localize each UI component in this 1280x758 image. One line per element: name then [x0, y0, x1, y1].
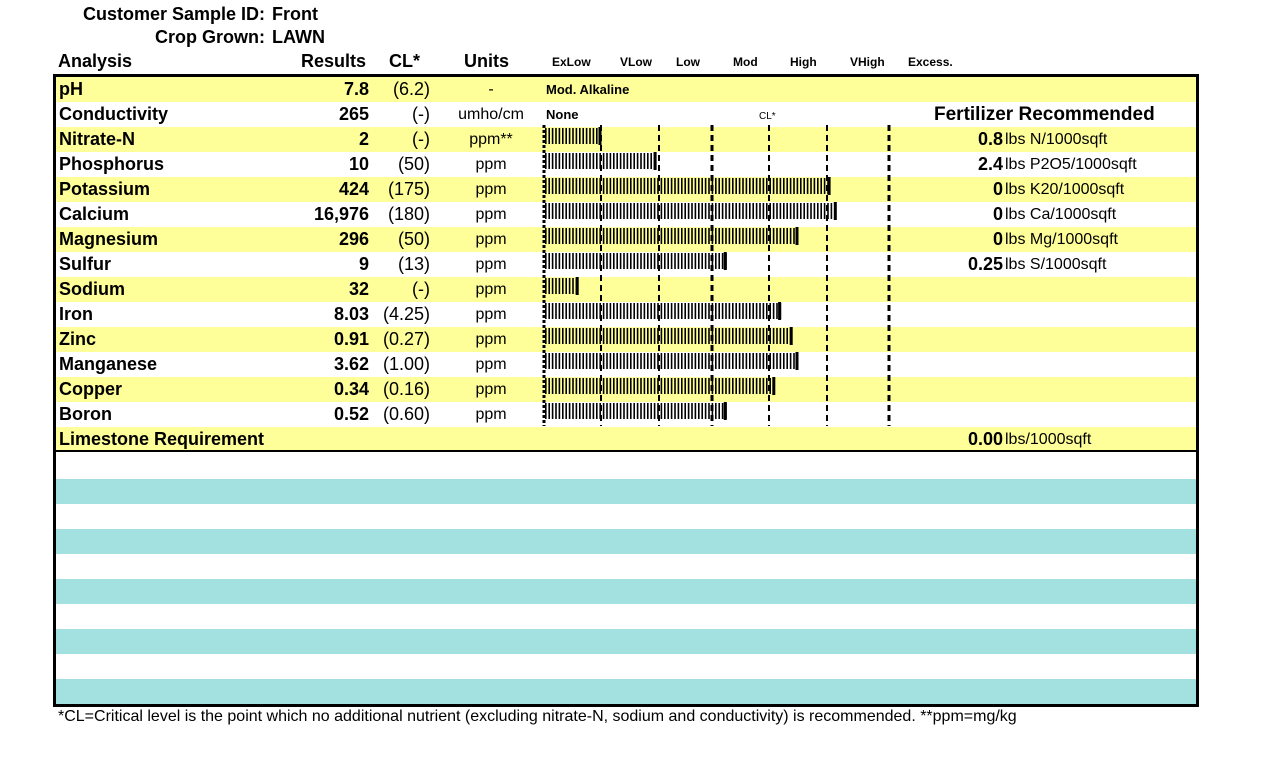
row-result: 296 [338, 229, 369, 249]
fertilizer-amount: 0 [992, 229, 1003, 249]
row-critical-level: (0.27) [382, 329, 430, 349]
row-unit: ppm [475, 306, 507, 323]
nutrient-row-boron [56, 402, 1196, 427]
limestone-amount: 0.00 [967, 429, 1003, 449]
row-unit: ppm** [469, 131, 513, 148]
blank-row-shaded [56, 679, 1196, 704]
nutrient-row-copper [56, 377, 1196, 402]
row-name: Nitrate-N [59, 129, 136, 149]
row-critical-level: (-) [412, 104, 430, 124]
row-name: Copper [59, 379, 122, 399]
row-name: Magnesium [59, 229, 159, 249]
blank-row [56, 454, 1196, 479]
row-unit: ppm [475, 181, 507, 198]
row-result: 0.52 [333, 404, 369, 424]
row-result: 10 [348, 154, 369, 174]
row-unit: ppm [475, 356, 507, 373]
row-critical-level: (4.25) [382, 304, 430, 324]
sample-id-label: Customer Sample ID: [82, 4, 265, 24]
nutrient-row-potassium [56, 177, 1196, 202]
footnote: *CL=Critical level is the point which no additional nutrient (excluding nitrate-N, sodium and conductivity) is recommended. **ppm=mg/kg [58, 708, 1017, 725]
fertilizer-unit: lbs Mg/1000sqft [1005, 231, 1118, 248]
nutrient-row-calcium [56, 202, 1196, 227]
row-critical-level: (-) [412, 279, 430, 299]
ph-row [56, 77, 1196, 102]
row-name: Zinc [59, 329, 97, 349]
fertilizer-amount: 0 [992, 204, 1003, 224]
row-critical-level: (6.2) [392, 79, 430, 99]
fertilizer-amount: 0.25 [967, 254, 1003, 274]
row-unit: ppm [475, 156, 507, 173]
row-result: 0.34 [333, 379, 369, 399]
row-critical-level: (50) [397, 154, 430, 174]
limestone-label: Limestone Requirement [59, 429, 265, 449]
crop-grown-value: LAWN [272, 27, 325, 47]
level-header-vlow: VLow [620, 55, 652, 69]
fertilizer-unit: lbs Ca/1000sqft [1005, 206, 1117, 223]
row-critical-level: (0.16) [382, 379, 430, 399]
column-header-results: Results [300, 51, 366, 71]
blank-row [56, 554, 1196, 579]
row-critical-level: (1.00) [382, 354, 430, 374]
fertilizer-unit: lbs N/1000sqft [1005, 131, 1108, 148]
row-name: Iron [59, 304, 93, 324]
ph-description: Mod. Alkaline [546, 82, 630, 97]
blank-row-shaded [56, 529, 1196, 554]
soil-analysis-table [53, 74, 1199, 707]
blank-row-shaded [56, 579, 1196, 604]
row-unit: ppm [475, 406, 507, 423]
row-critical-level: (180) [387, 204, 430, 224]
row-name: Boron [59, 404, 112, 424]
row-unit: ppm [475, 206, 507, 223]
row-result: 3.62 [333, 354, 369, 374]
level-header-excess: Excess. [908, 55, 953, 69]
level-header-low: Low [676, 55, 700, 69]
nutrient-row-sulfur [56, 252, 1196, 277]
fertilizer-amount: 0.8 [977, 129, 1003, 149]
row-name: pH [59, 79, 83, 99]
row-unit: ppm [475, 256, 507, 273]
fertilizer-amount: 0 [992, 179, 1003, 199]
row-result: 0.91 [333, 329, 369, 349]
conductivity-row [56, 102, 1196, 127]
row-unit: umho/cm [458, 106, 524, 123]
column-header-cl: CL* [389, 51, 420, 71]
row-result: 9 [358, 254, 369, 274]
row-unit: ppm [475, 331, 507, 348]
blank-row-shaded [56, 629, 1196, 654]
row-name: Phosphorus [59, 154, 165, 174]
row-result: 32 [348, 279, 369, 299]
row-result: 8.03 [333, 304, 369, 324]
row-name: Manganese [59, 354, 158, 374]
column-header-analysis: Analysis [58, 51, 133, 71]
level-header-exlow: ExLow [552, 55, 591, 69]
row-name: Potassium [59, 179, 151, 199]
nutrient-row-sodium [56, 277, 1196, 302]
row-unit: ppm [475, 381, 507, 398]
limestone-row [56, 427, 1196, 452]
nutrient-row-magnesium [56, 227, 1196, 252]
row-result: 265 [338, 104, 369, 124]
row-result: 2 [358, 129, 369, 149]
column-header-units: Units [464, 51, 509, 71]
blank-row [56, 504, 1196, 529]
row-unit: ppm [475, 231, 507, 248]
fertilizer-recommended-heading: Fertilizer Recommended [934, 104, 1155, 125]
nutrient-row-iron [56, 302, 1196, 327]
blank-row-shaded [56, 479, 1196, 504]
row-unit: ppm [475, 281, 507, 298]
fertilizer-amount: 2.4 [977, 154, 1003, 174]
row-critical-level: (175) [387, 179, 430, 199]
limestone-divider [56, 450, 1196, 452]
row-result: 16,976 [313, 204, 369, 224]
blank-row [56, 604, 1196, 629]
row-critical-level: (50) [397, 229, 430, 249]
row-critical-level: (13) [397, 254, 430, 274]
row-name: Sulfur [59, 254, 111, 274]
row-name: Sodium [59, 279, 125, 299]
row-name: Conductivity [59, 104, 169, 124]
critical-level-marker: CL* [759, 111, 776, 122]
nutrient-row-manganese [56, 352, 1196, 377]
row-unit: - [488, 81, 494, 98]
level-header-mod: Mod [733, 55, 758, 69]
row-result: 424 [338, 179, 369, 199]
row-name: Calcium [59, 204, 130, 224]
row-critical-level: (-) [412, 129, 430, 149]
nutrient-row-zinc [56, 327, 1196, 352]
row-result: 7.8 [343, 79, 369, 99]
level-header-vhigh: VHigh [850, 55, 885, 69]
conductivity-description: None [546, 107, 579, 122]
nutrient-row-phosphorus [56, 152, 1196, 177]
fertilizer-unit: lbs S/1000sqft [1005, 256, 1107, 273]
row-critical-level: (0.60) [382, 404, 430, 424]
level-header-high: High [790, 55, 817, 69]
sample-id-line [0, 3, 1280, 25]
limestone-unit: lbs/1000sqft [1005, 431, 1092, 448]
crop-grown-label: Crop Grown: [155, 27, 265, 47]
fertilizer-unit: lbs P2O5/1000sqft [1005, 156, 1137, 173]
sample-id-value: Front [272, 4, 318, 24]
nutrient-row-nitrate-n [56, 127, 1196, 152]
fertilizer-unit: lbs K20/1000sqft [1005, 181, 1125, 198]
blank-row [56, 654, 1196, 679]
crop-grown-line [0, 26, 1280, 48]
